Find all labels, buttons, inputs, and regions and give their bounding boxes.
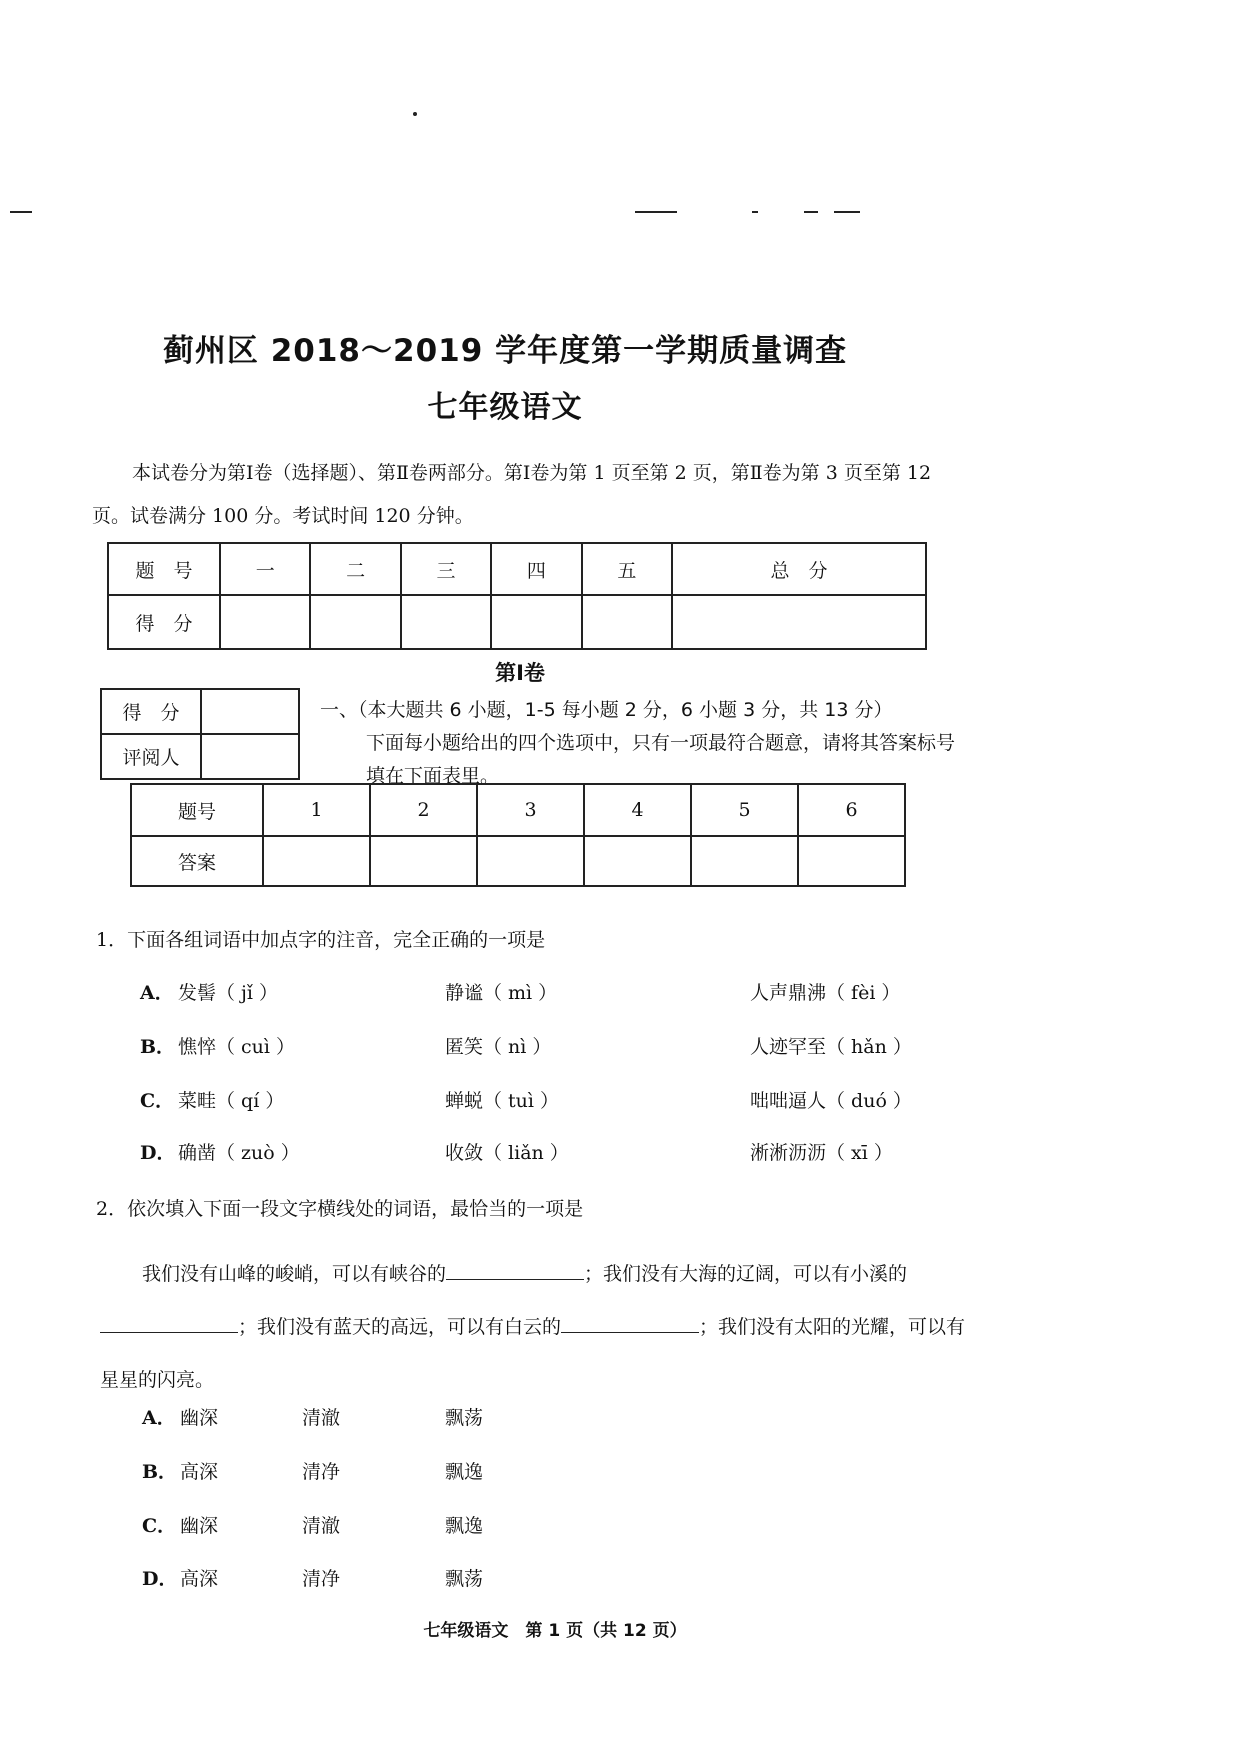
grader-score-label: 得 分 <box>101 689 201 734</box>
option-item: 清澈 <box>302 1407 341 1429</box>
scan-speck <box>413 112 417 116</box>
score-table-header-cell: 四 <box>491 543 581 595</box>
grader-label: 评阅人 <box>101 734 201 779</box>
answer-row-label: 答案 <box>131 836 263 886</box>
option-item: 收敛（ liǎn ） <box>445 1142 569 1164</box>
answer-cell[interactable] <box>370 836 477 886</box>
option-item: 人声鼎沸（ fèi ） <box>750 982 901 1004</box>
scan-line <box>10 211 32 213</box>
option-item: 人迹罕至（ hǎn ） <box>750 1036 912 1058</box>
option-label: C． <box>142 1515 177 1537</box>
section-heading <box>320 694 960 793</box>
question-2-option-d <box>142 1564 742 1594</box>
question-2-option-c <box>142 1511 742 1541</box>
grader-score-cell[interactable] <box>201 689 299 734</box>
answer-cell[interactable] <box>263 836 370 886</box>
answer-table-number: 5 <box>691 784 798 836</box>
option-item: 幽深 <box>180 1407 219 1429</box>
score-cell[interactable] <box>310 595 400 649</box>
grader-name-cell[interactable] <box>201 734 299 779</box>
scan-line <box>834 211 860 213</box>
score-table-header-cell: 一 <box>220 543 310 595</box>
question-1-stem: 1．下面各组词语中加点字的注音，完全正确的一项是 <box>96 929 546 951</box>
option-label: B． <box>140 1036 176 1058</box>
question-1-option-a <box>140 978 960 1008</box>
score-row-label: 得 分 <box>108 595 220 649</box>
option-item: 高深 <box>180 1568 219 1590</box>
question-2-option-b <box>142 1457 742 1487</box>
answer-cell[interactable] <box>798 836 905 886</box>
volume-title: 第Ⅰ卷 <box>495 661 545 685</box>
score-table-header-cell: 五 <box>582 543 672 595</box>
passage-text: ；我们没有大海的辽阔，可以有小溪的 <box>584 1263 908 1285</box>
score-table-header-cell: 二 <box>310 543 400 595</box>
score-cell[interactable] <box>672 595 926 649</box>
score-table-header-cell: 三 <box>401 543 491 595</box>
option-label: D． <box>142 1568 178 1590</box>
option-item: 蝉蜕（ tuì ） <box>445 1090 560 1112</box>
option-item: 淅淅沥沥（ xī ） <box>750 1142 893 1164</box>
passage-text: ；我们没有太阳的光耀，可以有星星的闪亮。 <box>100 1316 966 1391</box>
answer-table-number: 1 <box>263 784 370 836</box>
option-label: A． <box>140 982 174 1004</box>
option-item: 飘荡 <box>445 1407 484 1429</box>
question-1-option-c <box>140 1086 960 1116</box>
scan-line <box>752 211 758 213</box>
option-item: 飘逸 <box>445 1461 484 1483</box>
option-item: 高深 <box>180 1461 219 1483</box>
fill-blank-3[interactable] <box>561 1312 699 1333</box>
score-cell[interactable] <box>582 595 672 649</box>
answer-table-number: 3 <box>477 784 584 836</box>
answer-table <box>130 783 906 887</box>
option-item: 清澈 <box>302 1515 341 1537</box>
answer-table-header-label: 题号 <box>131 784 263 836</box>
score-table-header-cell: 总 分 <box>672 543 926 595</box>
option-item: 咄咄逼人（ duó ） <box>750 1090 912 1112</box>
scan-line <box>804 211 818 213</box>
question-1-option-b <box>140 1032 960 1062</box>
exam-instructions: 本试卷分为第Ⅰ卷（选择题）、第Ⅱ卷两部分。第Ⅰ卷为第 1 页至第 2 页，第Ⅱ卷为第 3 页至第 12 页。试卷满分 100 分。考试时间 120 分钟。 <box>92 462 932 527</box>
option-item: 静谧（ mì ） <box>445 982 558 1004</box>
question-2-stem: 2．依次填入下面一段文字横线处的词语，最恰当的一项是 <box>96 1198 584 1220</box>
question-2-option-a <box>142 1403 742 1433</box>
score-cell[interactable] <box>220 595 310 649</box>
grader-box <box>100 688 300 780</box>
option-item: 憔悴（ cuì ） <box>178 1036 296 1058</box>
fill-blank-1[interactable] <box>446 1259 584 1280</box>
option-item: 菜畦（ qí ） <box>178 1090 285 1112</box>
section-instruction: 下面每小题给出的四个选项中，只有一项最符合题意，请将其答案标号填在下面表里。 <box>366 732 956 787</box>
answer-table-number: 2 <box>370 784 477 836</box>
exam-title: 蓟州区 2018～2019 学年度第一学期质量调查 <box>162 333 848 369</box>
scan-line <box>635 211 677 213</box>
answer-cell[interactable] <box>477 836 584 886</box>
answer-cell[interactable] <box>584 836 691 886</box>
option-item: 清净 <box>302 1461 341 1483</box>
exam-subtitle: 七年级语文 <box>427 390 583 425</box>
question-1-option-d <box>140 1138 960 1168</box>
passage-text: ；我们没有蓝天的高远，可以有白云的 <box>238 1316 562 1338</box>
option-label: C． <box>140 1090 175 1112</box>
option-item: 发髻（ jǐ ） <box>178 982 279 1004</box>
option-item: 清净 <box>302 1568 341 1590</box>
option-label: A． <box>142 1407 176 1429</box>
answer-cell[interactable] <box>691 836 798 886</box>
option-item: 确凿（ zuò ） <box>178 1142 300 1164</box>
passage-text: 我们没有山峰的峻峭，可以有峡谷的 <box>142 1263 447 1285</box>
option-label: B． <box>142 1461 178 1483</box>
option-item: 飘逸 <box>445 1515 484 1537</box>
page-footer: 七年级语文 第 1 页（共 12 页） <box>423 1621 687 1641</box>
question-2-passage <box>100 1248 980 1407</box>
option-item: 飘荡 <box>445 1568 484 1590</box>
fill-blank-2[interactable] <box>100 1312 238 1333</box>
option-label: D． <box>140 1142 176 1164</box>
option-item: 幽深 <box>180 1515 219 1537</box>
score-cell[interactable] <box>401 595 491 649</box>
score-summary-table <box>107 542 927 650</box>
score-table-header-cell: 题 号 <box>108 543 220 595</box>
score-cell[interactable] <box>491 595 581 649</box>
option-item: 匿笑（ nì ） <box>445 1036 552 1058</box>
section-heading-title: 一、（本大题共 6 小题，1-5 每小题 2 分，6 小题 3 分，共 13 分） <box>320 699 893 721</box>
answer-table-number: 4 <box>584 784 691 836</box>
answer-table-number: 6 <box>798 784 905 836</box>
